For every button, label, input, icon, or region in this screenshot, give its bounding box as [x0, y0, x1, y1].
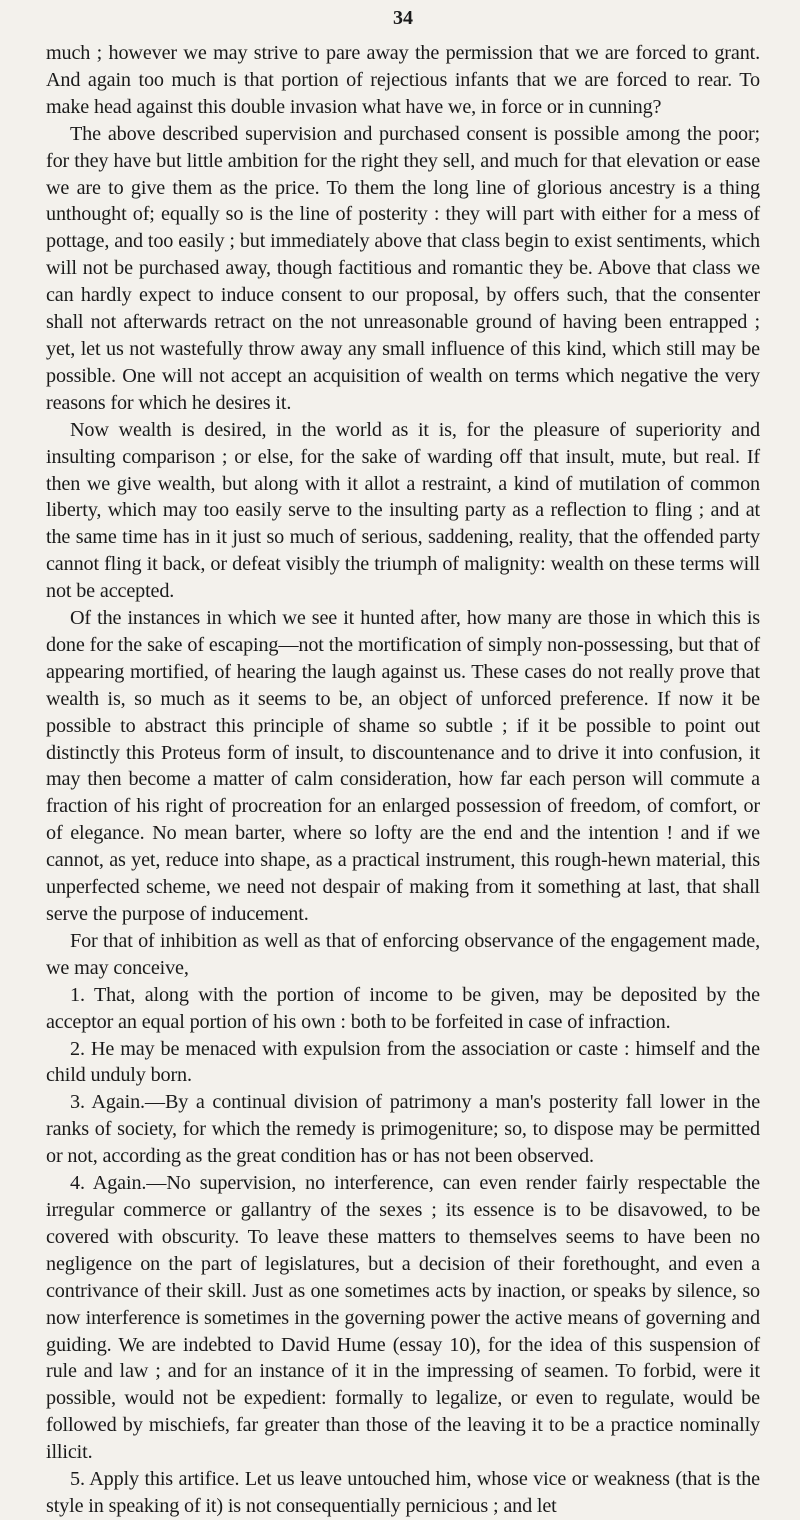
paragraph-3: Now wealth is desired, in the world as it is, for the pleasure of superiority and insulting comparison ; or else, for the sake of warding off that insult, mute, but real. If then we give wealth, but along with it allot a restraint, a kind of mutilation of common liberty, which may too easily serve to the insulting party as a reflection to fling ; and at the same time has in it just so much of serious, saddening, reality, that the offended party cannot fling it back, or defeat visibly the triumph of malignity: wealth on these terms will not be accepted.: [46, 418, 760, 603]
paragraph-5: For that of inhibition as well as that of enforcing observance of the engagement made, we may conceive,: [46, 929, 760, 979]
list-item-4: 4. Again.—No supervision, no interference, can even render fairly respectable the irregular commerce or gallantry of the sexes ; its essence is to be disavowed, to be covered with obscurity. To leave these matters to themselves seems to have been no negligence on the part of legislatures, but a decision of their forethought, and even a contrivance of their skill. Just as one sometimes acts by inaction, or speaks by silence, so now interference is sometimes in the governing power the active means of governing and guiding. We are indebted to David Hume (essay 10), for the idea of this suspension of rule and law ; and for an instance of it in the impressing of seamen. To forbid, were it possible, would not be expedient: formally to legalize, or even to regulate, would be followed by mischiefs, far greater than those of the leaving it to be a practice nominally illicit.: [46, 1172, 760, 1464]
list-item-5: 5. Apply this artifice. Let us leave untouched him, whose vice or weakness (that is the style in speaking of it) is not consequentially pernicious ; and let: [46, 1468, 760, 1517]
paragraph-1: much ; however we may strive to pare away the permission that we are forced to grant. And again too much is that portion of rejectious infants that we are forced to rear. To make head against this double invasion what have we, in force or in cunning?: [46, 42, 760, 118]
page-body: [46, 40, 760, 1520]
list-item-3: 3. Again.—By a continual division of patrimony a man's posterity fall lower in the ranks of society, for which the remedy is primogeniture; so, to dispose may be permitted or not, according as the great condition has or has not been observed.: [46, 1091, 760, 1168]
paragraph-4: Of the instances in which we see it hunted after, how many are those in which this is done for the sake of escaping—not the mortification of simply non-possessing, but that of appearing mortified, of hearing the laugh against us. These cases do not really prove that wealth is, so much as it seems to be, an object of unforced preference. If now it be possible to abstract this principle of shame so subtle ; if it be possible to point out distinctly this Proteus form of insult, to discountenance and to drive it into confusion, it may then become a matter of calm consideration, how far each person will commute a fraction of his right of procreation for an enlarged possession of freedom, of comfort, or of elegance. No mean barter, where so lofty are the end and the intention ! and if we cannot, as yet, reduce into shape, as a practical instrument, this rough-hewn material, this unperfected scheme, we need not despair of making from it something at last, that shall serve the purpose of inducement.: [46, 607, 760, 925]
list-item-2: 2. He may be menaced with expulsion from the association or caste : himself and the child unduly born.: [46, 1037, 760, 1087]
paragraph-2: The above described supervision and purchased consent is possible among the poor; for they have but little ambition for the right they sell, and much for that elevation or ease we are to give them as the price. To them the long line of glorious ancestry is a thing unthought of; equally so is the line of posterity : they will part with either for a mess of pottage, and too easily ; but immediately above that class begin to exist sentiments, which will not be purchased away, though factitious and romantic they be. Above that class we can hardly expect to induce consent to our proposal, by offers such, that the consenter shall not afterwards retract on the not unreasonable ground of having been entrapped ; yet, let us not wastefully throw away any small influence of this kind, which still may be possible. One will not accept an acquisition of wealth on terms which negative the very reasons for which he desires it.: [46, 122, 760, 414]
page-number: 34: [393, 7, 413, 29]
list-item-1: 1. That, along with the portion of income to be given, may be deposited by the acceptor an equal portion of his own : both to be forfeited in case of infraction.: [46, 983, 760, 1033]
